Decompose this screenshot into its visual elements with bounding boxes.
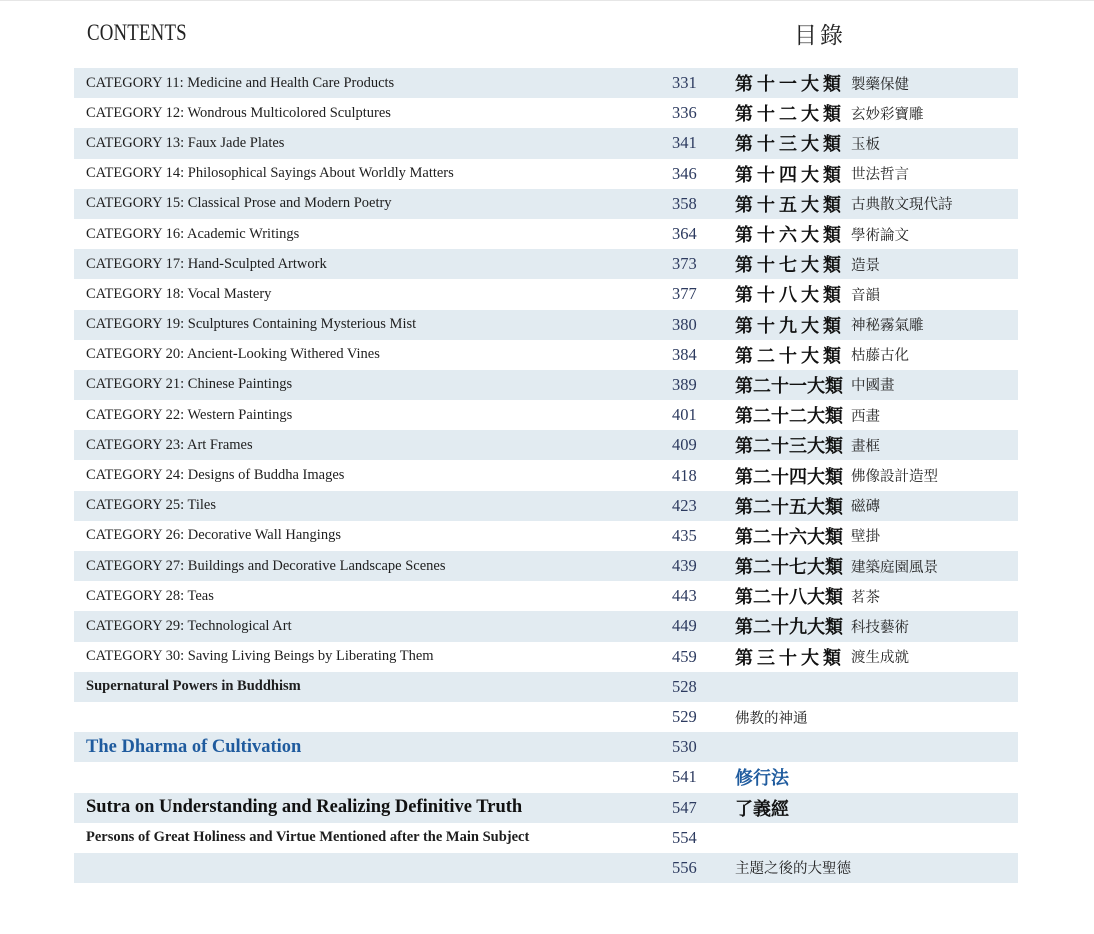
page-number: 547 <box>672 797 697 817</box>
toc-row-category-12[interactable] <box>74 98 1018 128</box>
page-number: 418 <box>672 465 697 485</box>
page-number: 364 <box>672 224 697 244</box>
chinese-title: 了義經 <box>735 798 789 819</box>
toc-row-category-15[interactable] <box>74 189 1018 219</box>
page-number: 449 <box>672 616 697 636</box>
chinese-entry <box>735 521 880 551</box>
chinese-entry <box>735 279 880 309</box>
entry-title: CATEGORY 22: Western Paintings <box>86 406 293 423</box>
chinese-title: 音韻 <box>851 287 880 304</box>
toc-row-category-14[interactable] <box>74 159 1018 189</box>
page-number: 554 <box>672 827 697 847</box>
entry-title: CATEGORY 24: Designs of Buddha Images <box>86 467 345 484</box>
toc-row-category-21[interactable] <box>74 370 1018 400</box>
entry-title: CATEGORY 26: Decorative Wall Hangings <box>86 527 341 544</box>
page-number: 443 <box>672 586 697 606</box>
toc-row-category-22[interactable] <box>74 400 1018 430</box>
table-of-contents <box>74 68 1018 883</box>
chinese-category-label: 第三十大類 <box>735 647 845 668</box>
chinese-category-label: 第二十大類 <box>735 345 845 366</box>
chinese-category-label: 第二十三大類 <box>735 436 843 457</box>
page-number: 384 <box>672 344 697 364</box>
toc-row-category-17[interactable] <box>74 249 1018 279</box>
toc-row-category-29[interactable] <box>74 611 1018 641</box>
chinese-title: 世法哲言 <box>851 167 909 184</box>
toc-row-category-13[interactable] <box>74 128 1018 158</box>
chinese-category-label: 第十六大類 <box>735 225 845 246</box>
page-number: 439 <box>672 556 697 576</box>
chinese-title: 西畫 <box>851 408 880 425</box>
toc-row-dharma-of-cultivation[interactable] <box>74 732 1018 762</box>
toc-row-category-11[interactable] <box>74 68 1018 98</box>
entry-title: CATEGORY 15: Classical Prose and Modern Poetry <box>86 195 392 212</box>
chinese-category-label: 第十三大類 <box>735 134 845 155</box>
chinese-entry <box>735 762 789 792</box>
chinese-entry <box>735 853 851 883</box>
chinese-title: 玉板 <box>851 136 880 153</box>
chinese-category-label: 第十九大類 <box>735 315 845 336</box>
page-number: 423 <box>672 495 697 515</box>
page-number: 529 <box>672 707 697 727</box>
chinese-title: 枯藤古化 <box>851 348 909 365</box>
toc-row-persons-of-great-holiness[interactable] <box>74 823 1018 853</box>
chinese-entry <box>735 581 880 611</box>
toc-row-category-25[interactable] <box>74 491 1018 521</box>
entry-title: Supernatural Powers in Buddhism <box>86 678 301 695</box>
chinese-title: 製藥保健 <box>851 76 909 93</box>
chinese-title: 佛教的神通 <box>735 710 808 727</box>
chinese-category-label: 第十一大類 <box>735 74 845 95</box>
entry-title: CATEGORY 16: Academic Writings <box>86 225 300 242</box>
chinese-title: 修行法 <box>735 768 789 789</box>
chinese-category-label: 第二十一大類 <box>735 375 843 396</box>
top-rule <box>0 0 1094 1</box>
chinese-entry <box>735 128 880 158</box>
entry-title: CATEGORY 29: Technological Art <box>86 617 292 634</box>
entry-title: The Dharma of Cultivation <box>86 736 302 757</box>
page-number: 380 <box>672 314 697 334</box>
chinese-title: 渡生成就 <box>851 650 909 667</box>
entry-title: Persons of Great Holiness and Virtue Mentioned after the Main Subject <box>86 829 530 846</box>
page-number: 530 <box>672 737 697 757</box>
toc-row-persons-of-great-holiness-chinese[interactable] <box>74 853 1018 883</box>
entry-title: CATEGORY 23: Art Frames <box>86 436 253 453</box>
page-number: 336 <box>672 103 697 123</box>
entry-title: CATEGORY 11: Medicine and Health Care Products <box>86 74 395 91</box>
entry-title: CATEGORY 18: Vocal Mastery <box>86 285 272 302</box>
entry-title: CATEGORY 17: Hand-Sculpted Artwork <box>86 255 327 272</box>
page-number: 435 <box>672 525 697 545</box>
chinese-entry <box>735 430 880 460</box>
toc-row-category-26[interactable] <box>74 521 1018 551</box>
chinese-title: 科技藝術 <box>851 619 909 636</box>
chinese-title: 學術論文 <box>851 227 909 244</box>
chinese-entry <box>735 249 880 279</box>
toc-row-category-18[interactable] <box>74 279 1018 309</box>
entry-title: CATEGORY 12: Wondrous Multicolored Sculptures <box>86 104 391 121</box>
chinese-title: 茗茶 <box>851 589 880 606</box>
chinese-category-label: 第二十九大類 <box>735 617 843 638</box>
entry-title: CATEGORY 30: Saving Living Beings by Liberating Them <box>86 648 434 665</box>
entry-title: CATEGORY 20: Ancient-Looking Withered Vines <box>86 346 380 363</box>
chinese-category-label: 第十二大類 <box>735 104 845 125</box>
toc-row-category-19[interactable] <box>74 310 1018 340</box>
chinese-category-label: 第二十四大類 <box>735 466 843 487</box>
page-number: 331 <box>672 73 697 93</box>
page-number: 541 <box>672 767 697 787</box>
toc-row-supernatural-powers-chinese[interactable] <box>74 702 1018 732</box>
page-number: 389 <box>672 374 697 394</box>
page-number: 373 <box>672 254 697 274</box>
chinese-entry <box>735 340 909 370</box>
entry-title: CATEGORY 21: Chinese Paintings <box>86 376 293 393</box>
chinese-entry <box>735 159 909 189</box>
chinese-title: 中國畫 <box>851 378 895 395</box>
page-number: 459 <box>672 646 697 666</box>
chinese-category-label: 第十四大類 <box>735 164 845 185</box>
chinese-title: 建築庭園風景 <box>851 559 938 576</box>
page-number: 358 <box>672 193 697 213</box>
chinese-category-label: 第二十六大類 <box>735 526 843 547</box>
toc-row-category-24[interactable] <box>74 460 1018 490</box>
chinese-title: 神秘霧氣雕 <box>851 318 924 335</box>
toc-row-sutra-definitive-truth[interactable] <box>74 793 1018 823</box>
chinese-entry <box>735 370 895 400</box>
chinese-category-label: 第二十八大類 <box>735 587 843 608</box>
toc-row-category-23[interactable] <box>74 430 1018 460</box>
chinese-title: 畫框 <box>851 438 880 455</box>
chinese-category-label: 第十八大類 <box>735 285 845 306</box>
entry-title: Sutra on Understanding and Realizing Definitive Truth <box>86 797 523 818</box>
page-number: 556 <box>672 857 697 877</box>
entry-title: CATEGORY 25: Tiles <box>86 497 216 514</box>
chinese-title: 佛像設計造型 <box>851 469 938 486</box>
chinese-category-label: 第十五大類 <box>735 194 845 215</box>
chinese-entry <box>735 702 808 732</box>
chinese-entry <box>735 400 880 430</box>
chinese-entry <box>735 460 938 490</box>
page-number: 401 <box>672 405 697 425</box>
contents-heading: CONTENTS <box>87 20 187 45</box>
chinese-entry <box>735 189 953 219</box>
entry-title: CATEGORY 28: Teas <box>86 587 214 604</box>
chinese-entry <box>735 793 789 823</box>
toc-row-category-20[interactable] <box>74 340 1018 370</box>
chinese-category-label: 第二十二大類 <box>735 406 843 427</box>
chinese-title: 玄妙彩寶雕 <box>851 106 924 123</box>
toc-row-category-27[interactable] <box>74 551 1018 581</box>
chinese-title: 古典散文現代詩 <box>851 197 953 214</box>
chinese-category-label: 第十七大類 <box>735 255 845 276</box>
chinese-entry <box>735 98 924 128</box>
entry-title: CATEGORY 13: Faux Jade Plates <box>86 134 285 151</box>
chinese-category-label: 第二十七大類 <box>735 557 843 578</box>
toc-row-supernatural-powers[interactable] <box>74 672 1018 702</box>
entry-title: CATEGORY 14: Philosophical Sayings About Worldly Matters <box>86 165 454 182</box>
toc-row-category-30[interactable] <box>74 642 1018 672</box>
chinese-title: 磁磚 <box>851 499 880 516</box>
chinese-entry <box>735 310 924 340</box>
chinese-entry <box>735 551 938 581</box>
chinese-entry <box>735 68 909 98</box>
chinese-entry <box>735 642 909 672</box>
page-number: 377 <box>672 284 697 304</box>
entry-title: CATEGORY 27: Buildings and Decorative Landscape Scenes <box>86 557 446 574</box>
toc-row-dharma-of-cultivation-chinese[interactable] <box>74 762 1018 792</box>
page-number: 528 <box>672 676 697 696</box>
toc-row-category-16[interactable] <box>74 219 1018 249</box>
chinese-title: 主題之後的大聖德 <box>735 861 851 878</box>
chinese-entry <box>735 611 909 641</box>
chinese-title: 造景 <box>851 257 880 274</box>
chinese-entry <box>735 219 909 249</box>
entry-title: CATEGORY 19: Sculptures Containing Mysterious Mist <box>86 316 417 333</box>
chinese-title: 壁掛 <box>851 529 880 546</box>
page-number: 341 <box>672 133 697 153</box>
chinese-entry <box>735 491 880 521</box>
chinese-category-label: 第二十五大類 <box>735 496 843 517</box>
toc-row-category-28[interactable] <box>74 581 1018 611</box>
page-number: 346 <box>672 163 697 183</box>
contents-heading-chinese: 目錄 <box>794 23 846 48</box>
page-number: 409 <box>672 435 697 455</box>
